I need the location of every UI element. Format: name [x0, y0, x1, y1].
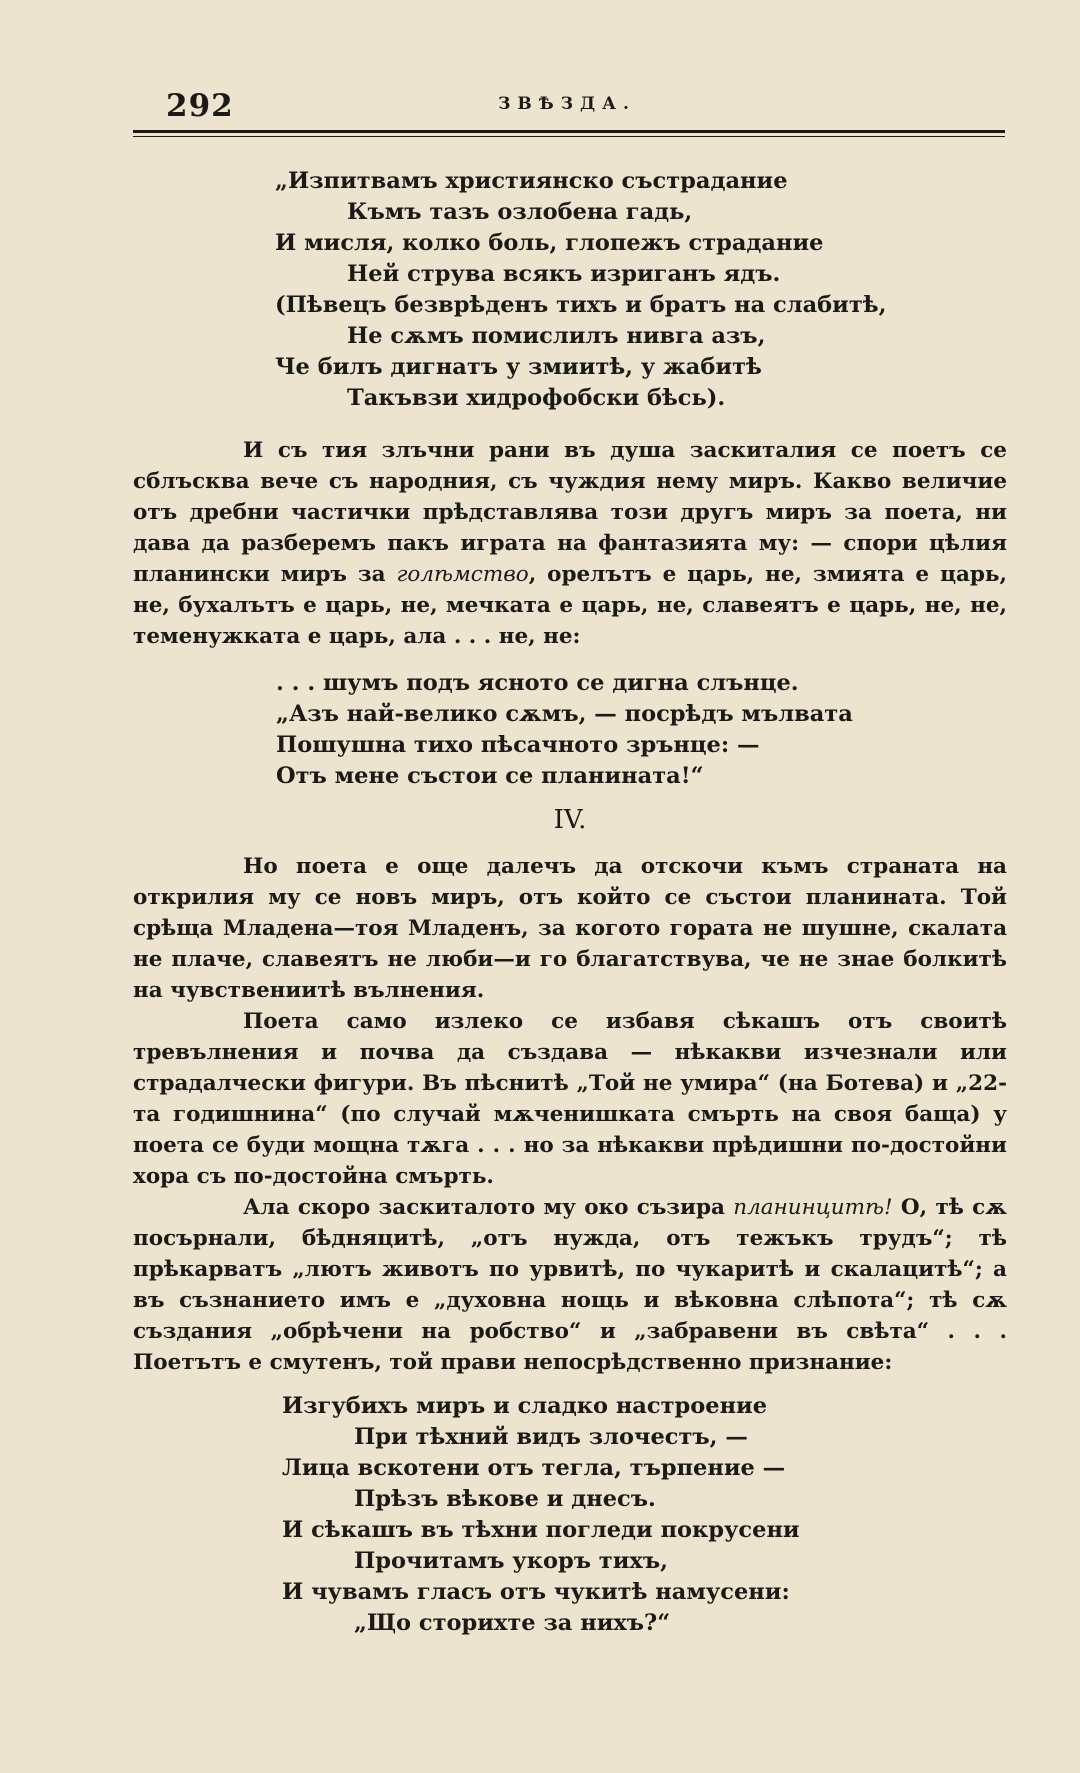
header-rule-thick	[133, 130, 1005, 133]
verse-line: Прѣзъ вѣкове и днесъ.	[354, 1486, 656, 1512]
verse-line: При тѣхний видъ злочестъ, —	[354, 1424, 748, 1450]
paragraph-3: Поета само излеко се избавя сѣкашъ отъ своитѣ тревълнения и почва да създава — нѣкакви изчезнали или страдалчески фигури. Въ пѣснитѣ „Той не умира“ (на Ботева) и „22-та годишнина“ (по случай мѫченишката смърть на своя баща) у поета се буди мощна тѫга . . . но за нѣкакви прѣдишни по-достойни хора съ по-достойна смърть.	[133, 1009, 1007, 1189]
paragraph-text: О, тѣ сѫ посърнали, бѣдняцитѣ, „отъ нужда, отъ тежъкъ трудъ“; тѣ прѣкарватъ „лютъ животъ по урвитѣ, по чукаритѣ и скалацитѣ“; а въ съзнанието имъ е „духовна нощь и вѣковна слѣпота“; тѣ сѫ създания „обрѣчени на робство“ и „забравени въ свѣта“ . . . Поетътъ е смутенъ, той прави непосрѣдственно признание:	[133, 1195, 1007, 1375]
paragraph-text: И съ тия злъчни рани въ душа заскиталия се поетъ се сблъсква вече съ народния, съ чуждия нему миръ. Какво величие отъ дребни частички прѣдставлява този другъ миръ за поета, ни дава да разберемъ пакъ играта на фантазията му: — спори цѣлия планински миръ за	[133, 438, 1007, 587]
italic-word: голѣмство	[396, 562, 529, 587]
paragraph-1	[133, 435, 1007, 652]
verse-line: И чувамъ гласъ отъ чукитѣ намусени:	[282, 1579, 790, 1605]
paragraph-text: Ала скоро заскиталото му око съзира	[243, 1195, 734, 1220]
italic-word: планинцитѣ!	[733, 1195, 893, 1220]
section-iv-text	[133, 851, 1007, 1378]
verse-line: Такъвзи хидрофобски бѣсь).	[347, 385, 726, 411]
verse-line: Изгубихъ миръ и сладко настроение	[282, 1393, 768, 1419]
verse-line: „Изпитвамъ християнско състрадание	[275, 168, 788, 194]
page-number: 292	[166, 88, 234, 124]
paragraph-2: Но поета е още далечъ да отскочи къмъ страната на открилия му се новъ миръ, отъ който се състои планината. Той срѣща Младена—тоя Младенъ, за когото гората не шушне, скалата не плаче, славеятъ не люби—и го благатствува, че не знае болкитѣ на чувствениитѣ вълнения.	[133, 854, 1007, 1003]
page-header	[130, 88, 1004, 128]
verse-line: „Азъ най-велико сѫмъ, — посрѣдъ мълвата	[276, 701, 853, 727]
header-rule-thin	[133, 136, 1005, 137]
verse-line: Че билъ дигнатъ у змиитѣ, у жабитѣ	[275, 354, 762, 380]
verse-line: Отъ мене състои се планината!“	[276, 763, 704, 789]
verse-line: (Пѣвецъ безврѣденъ тихъ и братъ на слабитѣ,	[275, 292, 887, 318]
verse-line: Прочитамъ укоръ тихъ,	[354, 1548, 668, 1574]
poem-excerpt-3	[282, 1391, 800, 1639]
verse-line: . . . шумъ подъ ясното се дигна слънце.	[276, 670, 799, 696]
poem-excerpt-2	[276, 668, 853, 792]
verse-line: Къмъ тазъ озлобена гадь,	[347, 199, 693, 225]
verse-line: Пошушна тихо пѣсачното зрънце: —	[276, 732, 760, 758]
verse-line: И мисля, колко боль, глопежъ страдание	[275, 230, 824, 256]
verse-line: Лица вскотени отъ тегла, търпение —	[282, 1455, 786, 1481]
verse-line: И сѣкашъ въ тѣхни погледи покрусени	[282, 1517, 800, 1543]
section-heading: IV.	[553, 805, 587, 835]
running-title: ЗВѢЗДА.	[498, 94, 636, 114]
verse-line: Ней струва всякъ изриганъ ядъ.	[347, 261, 781, 287]
paragraph-text: , орелътъ е царь, не, змията е царь, не, бухалътъ е царь, не, мечката е царь, не, славеятъ е царь, не, не, теменужката е царь, ала . . . не, не:	[133, 562, 1007, 649]
verse-line: Не сѫмъ помислилъ нивга азъ,	[347, 323, 766, 349]
poem-excerpt-1	[275, 166, 886, 414]
paragraph-4	[133, 1192, 1007, 1378]
verse-line: „Що сторихте за нихъ?“	[354, 1610, 671, 1636]
